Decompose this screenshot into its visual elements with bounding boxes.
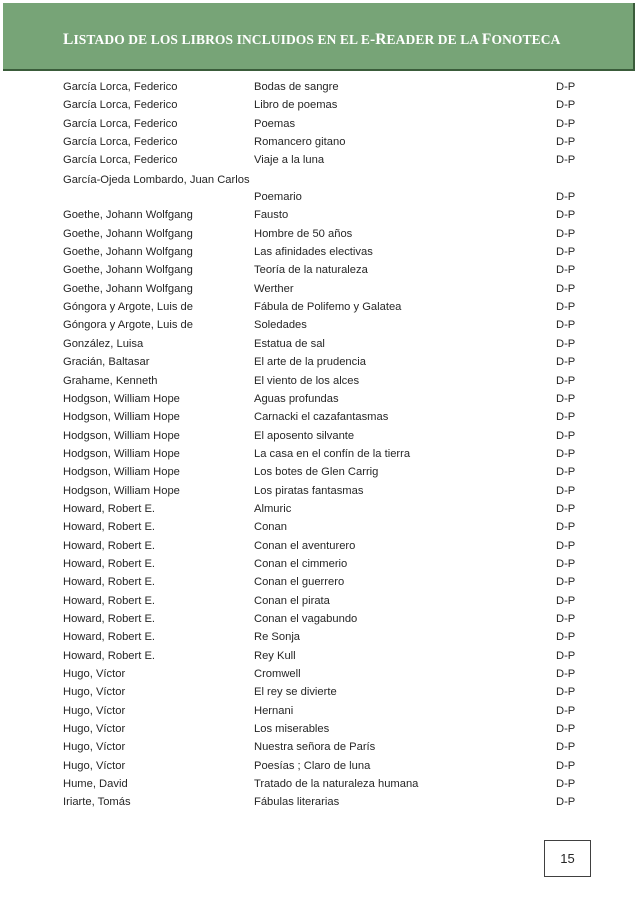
title-cell: El arte de la prudencia	[254, 356, 366, 369]
title-part: EADER DE LA	[386, 32, 482, 47]
title-cell: Poemario	[254, 191, 302, 204]
format-code-cell: D-P	[556, 484, 576, 497]
author-cell: Hodgson, William Hope	[63, 411, 180, 424]
title-part: ISTADO DE LOS LIBROS INCLUIDOS EN EL	[73, 32, 361, 47]
table-row	[63, 665, 588, 683]
author-cell: Goethe, Johann Wolfgang	[63, 264, 193, 277]
table-row	[63, 592, 588, 610]
author-cell: Goethe, Johann Wolfgang	[63, 227, 193, 240]
format-code-cell: D-P	[556, 191, 576, 204]
format-code-cell: D-P	[556, 649, 576, 662]
format-code-cell: D-P	[556, 594, 576, 607]
table-row	[63, 500, 588, 518]
format-code-cell: D-P	[556, 796, 576, 809]
author-cell: Hugo, Víctor	[63, 741, 126, 754]
author-cell: Hume, David	[63, 778, 128, 791]
title-part: -R	[369, 31, 387, 48]
title-cell: Re Sonja	[254, 631, 301, 644]
title-cell: Los botes de Glen Carrig	[254, 466, 379, 479]
table-row	[63, 647, 588, 665]
author-cell: Howard, Robert E.	[63, 612, 156, 625]
title-cell: Conan el cimmerio	[254, 557, 348, 570]
header-band	[3, 3, 635, 71]
title-cell: Fábulas literarias	[254, 796, 340, 809]
author-cell: García Lorca, Federico	[63, 136, 178, 149]
author-cell: Góngora y Argote, Luis de	[63, 301, 193, 314]
format-code-cell: D-P	[556, 429, 576, 442]
table-row	[63, 482, 588, 500]
page-number: 15	[560, 851, 575, 866]
title-cell: La casa en el confín de la tierra	[254, 447, 411, 460]
format-code-cell: D-P	[556, 227, 576, 240]
author-cell: Hodgson, William Hope	[63, 392, 180, 405]
format-code-cell: D-P	[556, 502, 576, 515]
page-number-box	[544, 840, 591, 877]
format-code-cell: D-P	[556, 337, 576, 350]
format-code-cell: D-P	[556, 117, 576, 130]
table-row	[63, 738, 588, 756]
title-cell: Los piratas fantasmas	[254, 484, 364, 497]
title-cell: Conan el pirata	[254, 594, 330, 607]
title-cell: Poemas	[254, 117, 296, 130]
table-row	[63, 537, 588, 555]
title-part: E	[360, 32, 370, 47]
table-row	[63, 115, 588, 133]
table-row	[63, 298, 588, 316]
format-code-cell: D-P	[556, 209, 576, 222]
title-cell: Almuric	[254, 502, 292, 515]
table-row	[63, 408, 588, 426]
title-cell: El rey se divierte	[254, 686, 337, 699]
table-row	[63, 170, 588, 207]
author-cell: García Lorca, Federico	[63, 99, 178, 112]
table-row	[63, 610, 588, 628]
author-cell: Goethe, Johann Wolfgang	[63, 209, 193, 222]
table-row	[63, 775, 588, 793]
format-code-cell: D-P	[556, 612, 576, 625]
format-code-cell: D-P	[556, 759, 576, 772]
title-cell: Conan el guerrero	[254, 576, 345, 589]
table-row	[63, 353, 588, 371]
format-code-cell: D-P	[556, 246, 576, 259]
title-cell: Libro de poemas	[254, 99, 338, 112]
title-cell: Carnacki el cazafantasmas	[254, 411, 389, 424]
format-code-cell: D-P	[556, 356, 576, 369]
title-cell: Romancero gitano	[254, 136, 346, 149]
format-code-cell: D-P	[556, 264, 576, 277]
author-cell: Howard, Robert E.	[63, 649, 156, 662]
format-code-cell: D-P	[556, 557, 576, 570]
format-code-cell: D-P	[556, 741, 576, 754]
title-cell: Werther	[254, 282, 294, 295]
format-code-cell: D-P	[556, 539, 576, 552]
table-row	[63, 427, 588, 445]
title-cell: El viento de los alces	[254, 374, 360, 387]
format-code-cell: D-P	[556, 282, 576, 295]
author-cell: Grahame, Kenneth	[63, 374, 158, 387]
title-cell: Bodas de sangre	[254, 81, 339, 93]
format-code-cell: D-P	[556, 99, 576, 112]
title-cell: Los miserables	[254, 723, 330, 736]
author-cell: Howard, Robert E.	[63, 502, 156, 515]
author-cell: Góngora y Argote, Luis de	[63, 319, 193, 332]
format-code-cell: D-P	[556, 631, 576, 644]
author-cell: García-Ojeda Lombardo, Juan Carlos	[63, 173, 250, 186]
author-cell: Howard, Robert E.	[63, 557, 156, 570]
author-cell: Hugo, Víctor	[63, 723, 126, 736]
title-cell: Nuestra señora de París	[254, 741, 376, 754]
table-row	[63, 720, 588, 738]
title-part: L	[63, 31, 74, 48]
title-part: F	[481, 31, 492, 48]
table-row	[63, 280, 588, 298]
format-code-cell: D-P	[556, 447, 576, 460]
author-cell: Hugo, Víctor	[63, 668, 126, 680]
table-row	[63, 757, 588, 775]
table-row	[63, 335, 588, 353]
format-code-cell: D-P	[556, 136, 576, 149]
format-code-cell: D-P	[556, 466, 576, 479]
table-row	[63, 243, 588, 261]
author-cell: Gracián, Baltasar	[63, 356, 150, 369]
format-code-cell: D-P	[556, 301, 576, 314]
table-row	[63, 793, 588, 811]
table-row	[63, 445, 588, 463]
table-row	[63, 573, 588, 591]
format-code-cell: D-P	[556, 778, 576, 791]
title-cell: Rey Kull	[254, 649, 296, 662]
title-cell: Teoría de la naturaleza	[254, 264, 368, 277]
title-cell: Hombre de 50 años	[254, 227, 353, 240]
table-row	[63, 316, 588, 334]
format-code-cell: D-P	[556, 81, 576, 93]
author-cell: García Lorca, Federico	[63, 154, 178, 167]
table-row	[63, 518, 588, 536]
author-cell: García Lorca, Federico	[63, 117, 178, 130]
format-code-cell: D-P	[556, 319, 576, 332]
title-cell: Cromwell	[254, 668, 301, 680]
author-cell: Hugo, Víctor	[63, 704, 126, 717]
title-cell: Fausto	[254, 209, 289, 222]
title-cell: Estatua de sal	[254, 337, 325, 350]
table-row	[63, 96, 588, 114]
author-cell: Howard, Robert E.	[63, 521, 156, 534]
table-row	[63, 372, 588, 390]
table-row	[63, 206, 588, 224]
author-cell: Hodgson, William Hope	[63, 484, 180, 497]
title-cell: Conan el aventurero	[254, 539, 356, 552]
author-cell: Howard, Robert E.	[63, 576, 156, 589]
format-code-cell: D-P	[556, 704, 576, 717]
title-part: ONOTECA	[491, 32, 561, 47]
author-cell: González, Luisa	[63, 337, 144, 350]
title-cell: Soledades	[254, 319, 307, 332]
format-code-cell: D-P	[556, 576, 576, 589]
format-code-cell: D-P	[556, 154, 576, 167]
title-cell: Tratado de la naturaleza humana	[254, 778, 419, 791]
title-cell: Poesías ; Claro de luna	[254, 759, 371, 772]
table-row	[63, 133, 588, 151]
author-cell: Goethe, Johann Wolfgang	[63, 282, 193, 295]
title-cell: Aguas profundas	[254, 392, 339, 405]
table-row	[63, 261, 588, 279]
title-cell: Conan	[254, 521, 287, 534]
format-code-cell: D-P	[556, 723, 576, 736]
author-cell: Howard, Robert E.	[63, 594, 156, 607]
table-row	[63, 78, 588, 96]
title-cell: Fábula de Polifemo y Galatea	[254, 301, 402, 314]
title-cell: Hernani	[254, 704, 294, 717]
format-code-cell: D-P	[556, 392, 576, 405]
author-cell: García Lorca, Federico	[63, 81, 178, 93]
author-cell: Hodgson, William Hope	[63, 466, 180, 479]
format-code-cell: D-P	[556, 411, 576, 424]
title-cell: Viaje a la luna	[254, 154, 325, 167]
format-code-cell: D-P	[556, 668, 576, 680]
document-title	[63, 31, 560, 49]
title-cell: Conan el vagabundo	[254, 612, 358, 625]
author-cell: Goethe, Johann Wolfgang	[63, 246, 193, 259]
table-row	[63, 463, 588, 481]
table-row	[63, 151, 588, 169]
title-cell: El aposento silvante	[254, 429, 355, 442]
table-row	[63, 702, 588, 720]
table-row	[63, 225, 588, 243]
author-cell: Hodgson, William Hope	[63, 447, 180, 460]
table-row	[63, 555, 588, 573]
format-code-cell: D-P	[556, 521, 576, 534]
table-row	[63, 628, 588, 646]
author-cell: Howard, Robert E.	[63, 631, 156, 644]
format-code-cell: D-P	[556, 686, 576, 699]
author-cell: Hodgson, William Hope	[63, 429, 180, 442]
format-code-cell: D-P	[556, 374, 576, 387]
author-cell: Hugo, Víctor	[63, 759, 126, 772]
author-cell: Howard, Robert E.	[63, 539, 156, 552]
table-row	[63, 683, 588, 701]
title-cell: Las afinidades electivas	[254, 246, 373, 259]
author-cell: Hugo, Víctor	[63, 686, 126, 699]
author-cell: Iriarte, Tomás	[63, 796, 131, 809]
book-list-table	[63, 78, 588, 812]
table-row	[63, 390, 588, 408]
